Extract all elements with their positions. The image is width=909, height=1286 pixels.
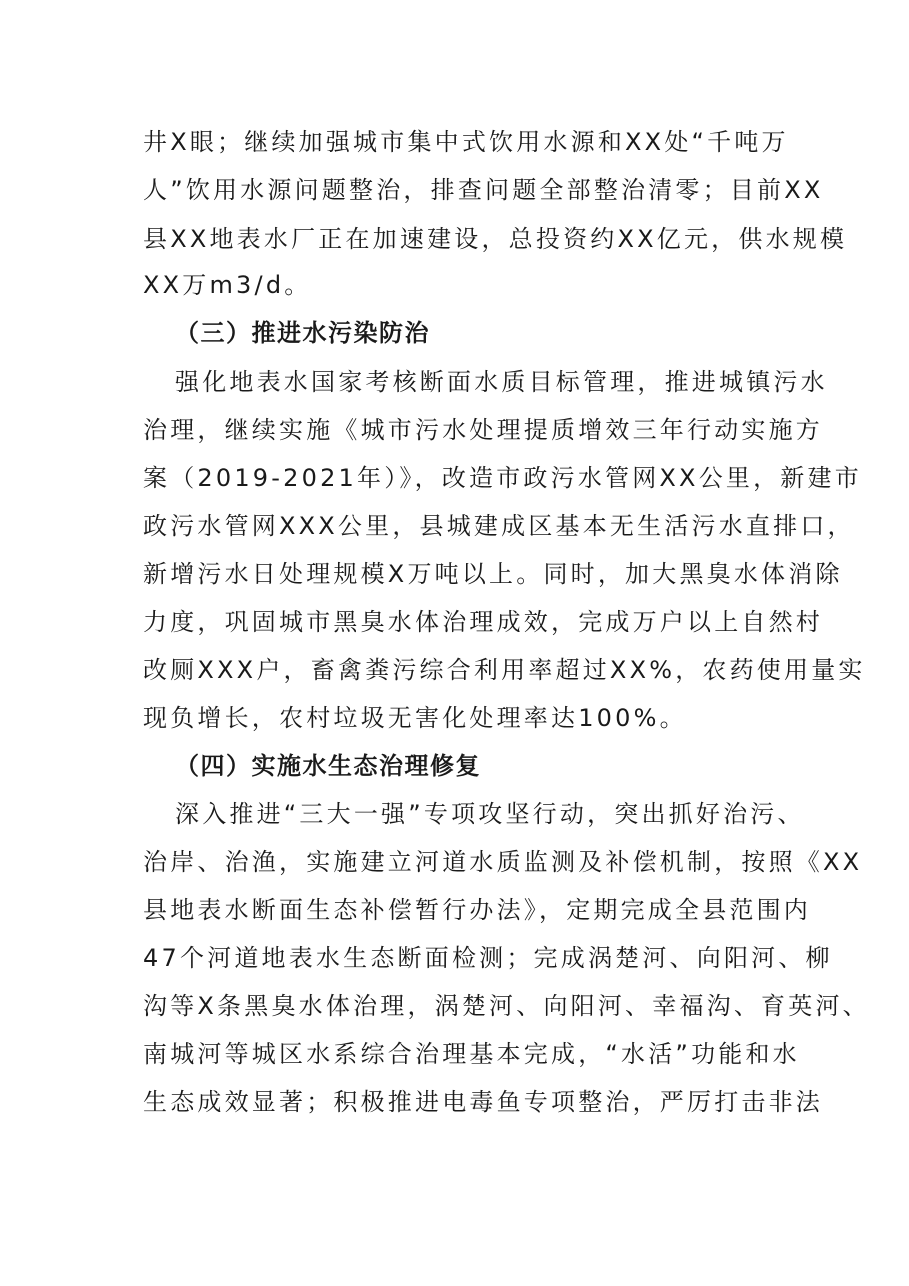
paragraph-line: XX万m3/d。: [143, 271, 312, 299]
paragraph-line: 政污水管网XXX公里，县城建成区基本无生活污水直排口，: [143, 512, 855, 540]
paragraph-line: 现负增长，农村垃圾无害化处理率达100%。: [143, 704, 687, 732]
paragraph-line: 沟等X条黑臭水体治理，涡楚河、向阳河、幸福沟、育英河、: [143, 992, 870, 1020]
paragraph-line: 南城河等城区水系综合治理基本完成，“水活”功能和水: [143, 1040, 800, 1068]
paragraph-line: 县地表水断面生态补偿暂行办法》，定期完成全县范围内: [143, 896, 811, 924]
paragraph-line: 县XX地表水厂正在加速建设，总投资约XX亿元，供水规模: [143, 225, 848, 253]
paragraph-line: 强化地表水国家考核断面水质目标管理，推进城镇污水: [175, 368, 828, 396]
paragraph-line: 深入推进“三大一强”专项攻坚行动，突出抓好治污、: [175, 800, 805, 828]
paragraph-line: 井X眼；继续加强城市集中式饮用水源和XX处“千吨万: [143, 128, 789, 156]
section-heading-4: （四）实施水生态治理修复: [175, 752, 481, 780]
section-heading-3: （三）推进水污染防治: [175, 319, 430, 347]
paragraph-line: 人”饮用水源问题整治，排查问题全部整治清零；目前XX: [143, 176, 824, 204]
paragraph-line: 案（2019-2021年）》，改造市政污水管网XX公里，新建市: [143, 464, 862, 492]
paragraph-line: 改厕XXX户，畜禽粪污综合利用率超过XX%，农药使用量实: [143, 656, 866, 684]
paragraph-line: 47个河道地表水生态断面检测；完成涡楚河、向阳河、柳: [143, 944, 833, 972]
paragraph-line: 生态成效显著；积极推进电毒鱼专项整治，严厉打击非法: [143, 1088, 823, 1116]
paragraph-line: 治理，继续实施《城市污水处理提质增效三年行动实施方: [143, 416, 823, 444]
paragraph-line: 力度，巩固城市黑臭水体治理成效，完成万户以上自然村: [143, 608, 823, 636]
paragraph-line: 治岸、治渔，实施建立河道水质监测及补偿机制，按照《XX: [143, 848, 863, 876]
paragraph-line: 新增污水日处理规模X万吨以上。同时，加大黑臭水体消除: [143, 560, 843, 588]
